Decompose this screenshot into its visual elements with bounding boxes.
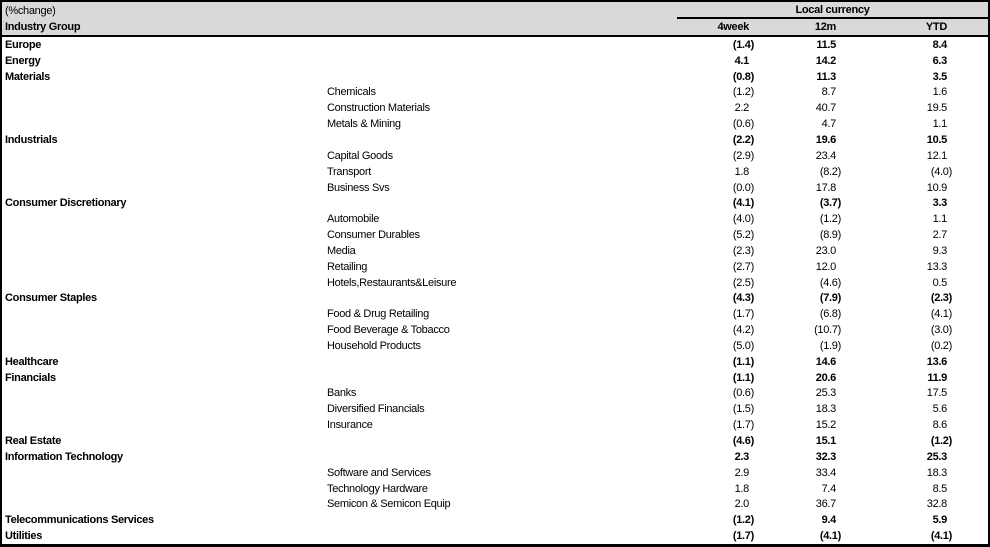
value-12m: 20.6	[815, 371, 836, 384]
value-4week: (4.6)	[732, 435, 754, 448]
table-row	[2, 37, 988, 53]
table-row	[2, 259, 988, 275]
sub-industry-cell: Technology Hardware	[327, 482, 428, 495]
value-ytd: 1.6	[932, 86, 947, 99]
value-12m: 18.3	[815, 403, 836, 416]
sub-industry-cell: Media	[327, 244, 356, 257]
table-row	[2, 195, 988, 211]
value-ytd: (3.0)	[930, 324, 952, 337]
value-4week: (4.0)	[732, 213, 754, 226]
value-12m: 36.7	[815, 498, 836, 511]
sub-industry-cell: Business Svs	[327, 181, 390, 194]
value-12m: 33.4	[815, 466, 836, 479]
value-4week: (1.2)	[732, 86, 754, 99]
value-4week: 1.8	[734, 165, 749, 178]
table-row	[2, 116, 988, 132]
value-12m: (7.9)	[819, 292, 841, 305]
value-4week: (1.7)	[732, 530, 754, 543]
industry-group-cell: Energy	[5, 54, 41, 67]
value-12m: 7.4	[821, 482, 836, 495]
sub-industry-cell: Banks	[327, 387, 357, 400]
industry-group-cell: Telecommunications Services	[5, 514, 154, 527]
header-row-top	[2, 2, 988, 19]
value-4week: (0.6)	[732, 387, 754, 400]
table-row	[2, 148, 988, 164]
sub-industry-cell: Metals & Mining	[327, 118, 401, 131]
value-ytd: 10.9	[926, 181, 947, 194]
sub-industry-cell: Retailing	[327, 260, 368, 273]
table-row	[2, 100, 988, 116]
value-ytd: 6.3	[932, 54, 947, 67]
value-ytd: 25.3	[926, 450, 947, 463]
value-ytd: 2.7	[932, 229, 947, 242]
value-ytd: 1.1	[932, 118, 947, 131]
industry-group-cell: Real Estate	[5, 435, 62, 448]
sub-industry-cell: Hotels,Restaurants&Leisure	[327, 276, 457, 289]
table-row	[2, 528, 988, 544]
value-12m: 32.3	[815, 450, 836, 463]
value-4week: 2.3	[734, 450, 749, 463]
industry-group-cell: Europe	[5, 38, 42, 51]
value-12m: (6.8)	[819, 308, 841, 321]
table-header	[2, 2, 988, 35]
table-row	[2, 322, 988, 338]
value-ytd: 9.3	[932, 244, 947, 257]
value-ytd: 17.5	[926, 387, 947, 400]
industry-group-cell: Utilities	[5, 530, 43, 543]
column-header-12m: 12m	[814, 21, 836, 33]
value-12m: 14.2	[815, 54, 836, 67]
value-12m: 9.4	[821, 514, 836, 527]
value-12m: 15.1	[815, 435, 836, 448]
sub-industry-cell: Construction Materials	[327, 102, 430, 115]
local-currency-spanner: Local currency	[677, 2, 988, 19]
value-4week: (1.4)	[732, 38, 754, 51]
value-4week: (0.0)	[732, 181, 754, 194]
value-4week: (5.2)	[732, 229, 754, 242]
percent-change-label: (%change)	[5, 4, 56, 17]
sub-industry-cell: Chemicals	[327, 86, 376, 99]
value-ytd: 19.5	[926, 102, 947, 115]
value-ytd: 8.4	[932, 38, 947, 51]
value-4week: (0.8)	[732, 70, 754, 83]
value-4week: 2.9	[734, 466, 749, 479]
table-row	[2, 227, 988, 243]
sub-industry-cell: Transport	[327, 165, 371, 178]
value-12m: 40.7	[815, 102, 836, 115]
table-row	[2, 275, 988, 291]
industry-group-cell: Healthcare	[5, 355, 59, 368]
value-12m: (3.7)	[819, 197, 841, 210]
table-row	[2, 243, 988, 259]
sub-industry-cell: Automobile	[327, 213, 380, 226]
sub-industry-cell: Food & Drug Retailing	[327, 308, 429, 321]
table-row	[2, 512, 988, 528]
value-ytd: 18.3	[926, 466, 947, 479]
value-4week: 2.2	[734, 102, 749, 115]
sub-industry-cell: Diversified Financials	[327, 403, 425, 416]
value-4week: (2.9)	[732, 149, 754, 162]
value-4week: (0.6)	[732, 118, 754, 131]
value-ytd: 8.5	[932, 482, 947, 495]
value-4week: (5.0)	[732, 339, 754, 352]
sub-industry-cell: Capital Goods	[327, 149, 393, 162]
value-4week: (4.3)	[732, 292, 754, 305]
table-row	[2, 465, 988, 481]
value-ytd: 13.3	[926, 260, 947, 273]
table-row	[2, 291, 988, 307]
value-ytd: (4.1)	[930, 308, 952, 321]
table-row	[2, 433, 988, 449]
table-row	[2, 401, 988, 417]
value-12m: (1.9)	[819, 339, 841, 352]
industry-group-cell: Industrials	[5, 133, 58, 146]
industry-group-cell: Financials	[5, 371, 56, 384]
value-4week: (4.1)	[732, 197, 754, 210]
sub-industry-cell: Insurance	[327, 419, 373, 432]
value-12m: (8.2)	[819, 165, 841, 178]
value-12m: (8.9)	[819, 229, 841, 242]
value-12m: 17.8	[815, 181, 836, 194]
value-ytd: (4.0)	[930, 165, 952, 178]
sub-industry-cell: Software and Services	[327, 466, 431, 479]
value-ytd: (0.2)	[930, 339, 952, 352]
sub-industry-cell: Household Products	[327, 339, 421, 352]
value-12m: 14.6	[815, 355, 836, 368]
industry-group-cell: Consumer Discretionary	[5, 197, 127, 210]
value-ytd: 11.9	[927, 371, 947, 384]
value-4week: 1.8	[734, 482, 749, 495]
table-row	[2, 180, 988, 196]
table-row	[2, 211, 988, 227]
value-4week: (1.5)	[732, 403, 754, 416]
value-ytd: (4.1)	[930, 530, 952, 543]
table-row	[2, 85, 988, 101]
table-row	[2, 496, 988, 512]
value-ytd: 10.5	[926, 133, 947, 146]
value-ytd: 32.8	[926, 498, 947, 511]
value-ytd: 0.5	[932, 276, 947, 289]
table-row	[2, 132, 988, 148]
column-header-ytd: YTD	[925, 21, 947, 33]
value-ytd: 8.6	[932, 419, 947, 432]
industry-group-cell: Information Technology	[5, 450, 123, 463]
table-body	[2, 37, 988, 544]
value-4week: (1.1)	[732, 355, 754, 368]
value-12m: 11.3	[816, 70, 836, 83]
value-ytd: 1.1	[932, 213, 947, 226]
value-12m: 23.0	[815, 244, 836, 257]
value-12m: 12.0	[815, 260, 836, 273]
value-4week: (2.7)	[732, 260, 754, 273]
value-12m: 25.3	[815, 387, 836, 400]
value-4week: (1.1)	[732, 371, 754, 384]
column-header-4week: 4week	[717, 21, 749, 33]
value-12m: (4.1)	[819, 530, 841, 543]
value-4week: (1.7)	[732, 308, 754, 321]
industry-group-cell: Materials	[5, 70, 50, 83]
table-row	[2, 164, 988, 180]
header-row-columns	[2, 19, 988, 35]
value-4week: (1.7)	[732, 419, 754, 432]
table-row	[2, 417, 988, 433]
value-ytd: (2.3)	[930, 292, 952, 305]
sub-industry-cell: Consumer Durables	[327, 229, 420, 242]
table-row	[2, 354, 988, 370]
value-12m: (1.2)	[819, 213, 841, 226]
value-ytd: 13.6	[926, 355, 947, 368]
table-row	[2, 449, 988, 465]
value-12m: (4.6)	[819, 276, 841, 289]
industry-group-cell: Consumer Staples	[5, 292, 97, 305]
value-ytd: 3.3	[932, 197, 947, 210]
table-row	[2, 386, 988, 402]
value-12m: 4.7	[821, 118, 836, 131]
value-ytd: 12.1	[926, 149, 947, 162]
value-ytd: 5.9	[932, 514, 947, 527]
table-row	[2, 370, 988, 386]
value-4week: (2.2)	[732, 133, 754, 146]
value-4week: (1.2)	[732, 514, 754, 527]
value-ytd: 3.5	[932, 70, 947, 83]
value-ytd: 5.6	[932, 403, 947, 416]
sub-industry-cell: Semicon & Semicon Equip	[327, 498, 451, 511]
table-row	[2, 69, 988, 85]
table-row	[2, 306, 988, 322]
value-12m: (10.7)	[814, 324, 841, 337]
value-4week: (4.2)	[732, 324, 754, 337]
value-12m: 8.7	[821, 86, 836, 99]
table-row	[2, 53, 988, 69]
industry-group-header: Industry Group	[5, 21, 81, 33]
value-4week: (2.5)	[732, 276, 754, 289]
value-4week: (2.3)	[732, 244, 754, 257]
table-row	[2, 338, 988, 354]
value-12m: 11.5	[816, 38, 836, 51]
table-row	[2, 481, 988, 497]
value-12m: 19.6	[815, 133, 836, 146]
value-12m: 23.4	[815, 149, 836, 162]
value-4week: 4.1	[734, 54, 749, 67]
value-ytd: (1.2)	[930, 435, 952, 448]
value-4week: 2.0	[734, 498, 749, 511]
sub-industry-cell: Food Beverage & Tobacco	[327, 324, 450, 337]
value-12m: 15.2	[815, 419, 836, 432]
